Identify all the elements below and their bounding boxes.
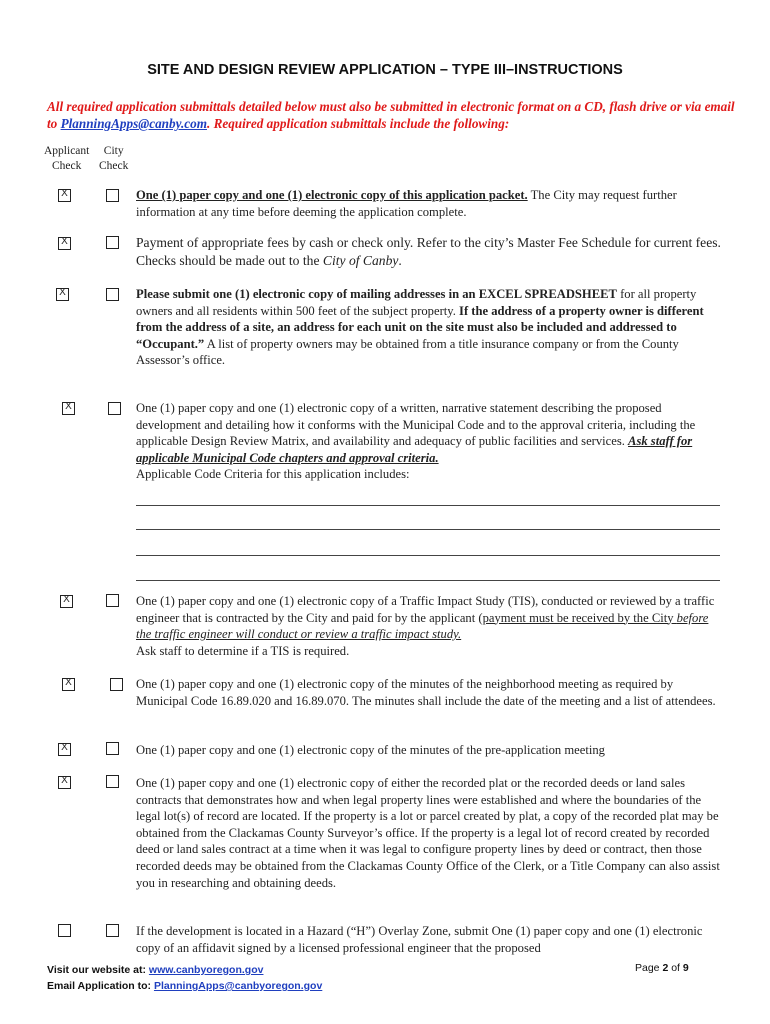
applicant-checkbox-5[interactable] <box>60 595 73 608</box>
intro-email-link[interactable]: PlanningApps@canby.com <box>60 116 207 131</box>
item-narrative-statement <box>136 400 726 483</box>
city-checkbox-4[interactable] <box>108 402 121 415</box>
item-fee-payment <box>136 234 726 269</box>
city-checkbox-3[interactable] <box>106 288 119 301</box>
code-criteria-line-4[interactable] <box>136 580 720 581</box>
page-current: 2 <box>662 962 669 974</box>
footer-email-link[interactable]: PlanningApps@canbyoregon.gov <box>153 980 323 992</box>
applicant-header-line2: Check <box>51 160 82 172</box>
item-7-text: One (1) paper copy and one (1) electronic copy of the minutes of the pre-application meeting <box>136 743 605 757</box>
page-label: Page <box>635 962 663 974</box>
city-checkbox-6[interactable] <box>110 678 123 691</box>
city-header-line2: Check <box>99 160 129 172</box>
item-recorded-plat-deeds <box>136 775 726 891</box>
item-8-text: One (1) paper copy and one (1) electronic copy of either the recorded plat or the recorded deeds or land sales contracts that demonstrates how and when legal property lines were established and where the boundaries of the legal lot(s) of record are located. If the property is a lot or parcel created by plat, a copy of the recorded plat may be obtained from the Clackamas County Surveyor’s office. If the property is a legal lot of record created by recorded deed or land sales contract at a time when it was legal to configure property lines by deed or contract, then those recorded deeds may be obtained from the Clackamas County Office of the Clerk, or a Title Company can also assist you in researching and obtaining deeds. <box>136 776 720 890</box>
item-mailing-addresses <box>136 286 726 369</box>
item-5-text-d: Ask staff to determine if a TIS is required. <box>136 643 350 658</box>
city-check-header <box>99 144 128 174</box>
item-4-text-c: Applicable Code Criteria for this application includes: <box>136 467 410 482</box>
applicant-checkbox-1[interactable] <box>58 189 71 202</box>
item-3-text-c: If the address of a property owner is different from the address of a site, an address for each unit on the site must also be included and addressed to “Occupant.” <box>136 303 704 351</box>
intro-instructions <box>47 98 737 132</box>
city-header-line1: City <box>103 145 124 157</box>
item-5-text-a: One (1) paper copy and one (1) electronic copy of a Traffic Impact Study (TIS), conducted or reviewed by a traffic engineer that is contracted by the City and paid for by the applicant ( <box>136 594 715 625</box>
page-of: of <box>668 962 683 974</box>
item-traffic-impact-study <box>136 593 726 659</box>
code-criteria-line-1[interactable] <box>136 505 720 506</box>
item-1-text-a: One (1) paper copy and one (1) electronic copy of this application packet. <box>136 188 528 202</box>
item-5-text-c: before the traffic engineer will conduct or review a traffic impact study. <box>136 610 709 642</box>
item-2-text-c: . <box>398 252 402 268</box>
item-9-text: If the development is located in a Hazard (“H”) Overlay Zone, submit One (1) paper copy and one (1) electronic copy of an affidavit signed by a licensed professional engineer that the proposed <box>136 924 703 955</box>
item-2-text-b: City of Canby <box>322 252 399 268</box>
applicant-checkbox-2[interactable] <box>58 237 71 250</box>
applicant-check-header <box>44 144 89 174</box>
item-3-text-d: A list of property owners may be obtained from a title insurance company or from the County Assessor’s office. <box>136 336 679 368</box>
applicant-checkbox-8[interactable] <box>58 776 71 789</box>
city-checkbox-9[interactable] <box>106 924 119 937</box>
item-4-text-a: One (1) paper copy and one (1) electronic copy of a written, narrative statement describing the proposed development and detailing how it conforms with the Municipal Code and to the approval criteria, including the applicable Design Review Matrix, and availability and adequacy of public facilities and services. <box>136 401 696 449</box>
code-criteria-line-2[interactable] <box>136 529 720 530</box>
city-checkbox-5[interactable] <box>106 594 119 607</box>
applicant-checkbox-9[interactable] <box>58 924 71 937</box>
city-checkbox-7[interactable] <box>106 742 119 755</box>
code-criteria-line-3[interactable] <box>136 555 720 556</box>
applicant-checkbox-6[interactable] <box>62 678 75 691</box>
item-hazard-overlay-affidavit <box>136 923 726 956</box>
applicant-checkbox-3[interactable] <box>56 288 69 301</box>
item-3-text-b: for all property owners and all residents within 500 feet of the subject property. <box>136 287 697 318</box>
item-4-text-b: Ask staff for applicable Municipal Code chapters and approval criteria. <box>136 434 693 465</box>
city-checkbox-2[interactable] <box>106 236 119 249</box>
footer-email-label: Email Application to: <box>47 980 154 992</box>
item-1-text-b: The City may request further information at any time before deeming the application complete. <box>136 188 677 219</box>
city-checkbox-1[interactable] <box>106 189 119 202</box>
page-title: SITE AND DESIGN REVIEW APPLICATION – TYPE III–INSTRUCTIONS <box>147 62 623 78</box>
item-6-text: One (1) paper copy and one (1) electronic copy of the minutes of the neighborhood meeting as required by Municipal Code 16.89.020 and 16.89.070. The minutes shall include the date of the meeting and a list of attendees. <box>136 677 716 708</box>
item-pre-application-minutes <box>136 742 726 759</box>
footer-website-label: Visit our website at: <box>47 964 149 976</box>
footer-website-link[interactable]: www.canbyoregon.gov <box>148 964 264 976</box>
item-2-text-a: Payment of appropriate fees by cash or check only. Refer to the city’s Master Fee Schedule for current fees. Checks should be made out to the <box>136 235 721 268</box>
applicant-checkbox-4[interactable] <box>62 402 75 415</box>
applicant-header-line1: Applicant <box>44 145 90 157</box>
page-total: 9 <box>682 962 689 974</box>
item-neighborhood-meeting-minutes <box>136 676 726 709</box>
intro-text-a: All required application submittals detailed below must also be submitted in electronic format on a CD, flash drive or via email to <box>47 99 735 131</box>
item-application-packet <box>136 187 726 220</box>
applicant-checkbox-7[interactable] <box>58 743 71 756</box>
page-number <box>635 962 689 974</box>
intro-text-b: . Required application submittals include the following: <box>206 116 510 131</box>
item-5-text-b: payment must be received by the City <box>482 610 677 625</box>
city-checkbox-8[interactable] <box>106 775 119 788</box>
footer-email-row <box>47 978 322 994</box>
item-3-text-a: Please submit one (1) electronic copy of mailing addresses in an EXCEL SPREADSHEET <box>136 287 617 301</box>
footer-contact <box>47 962 322 994</box>
footer-website-row <box>47 962 322 978</box>
